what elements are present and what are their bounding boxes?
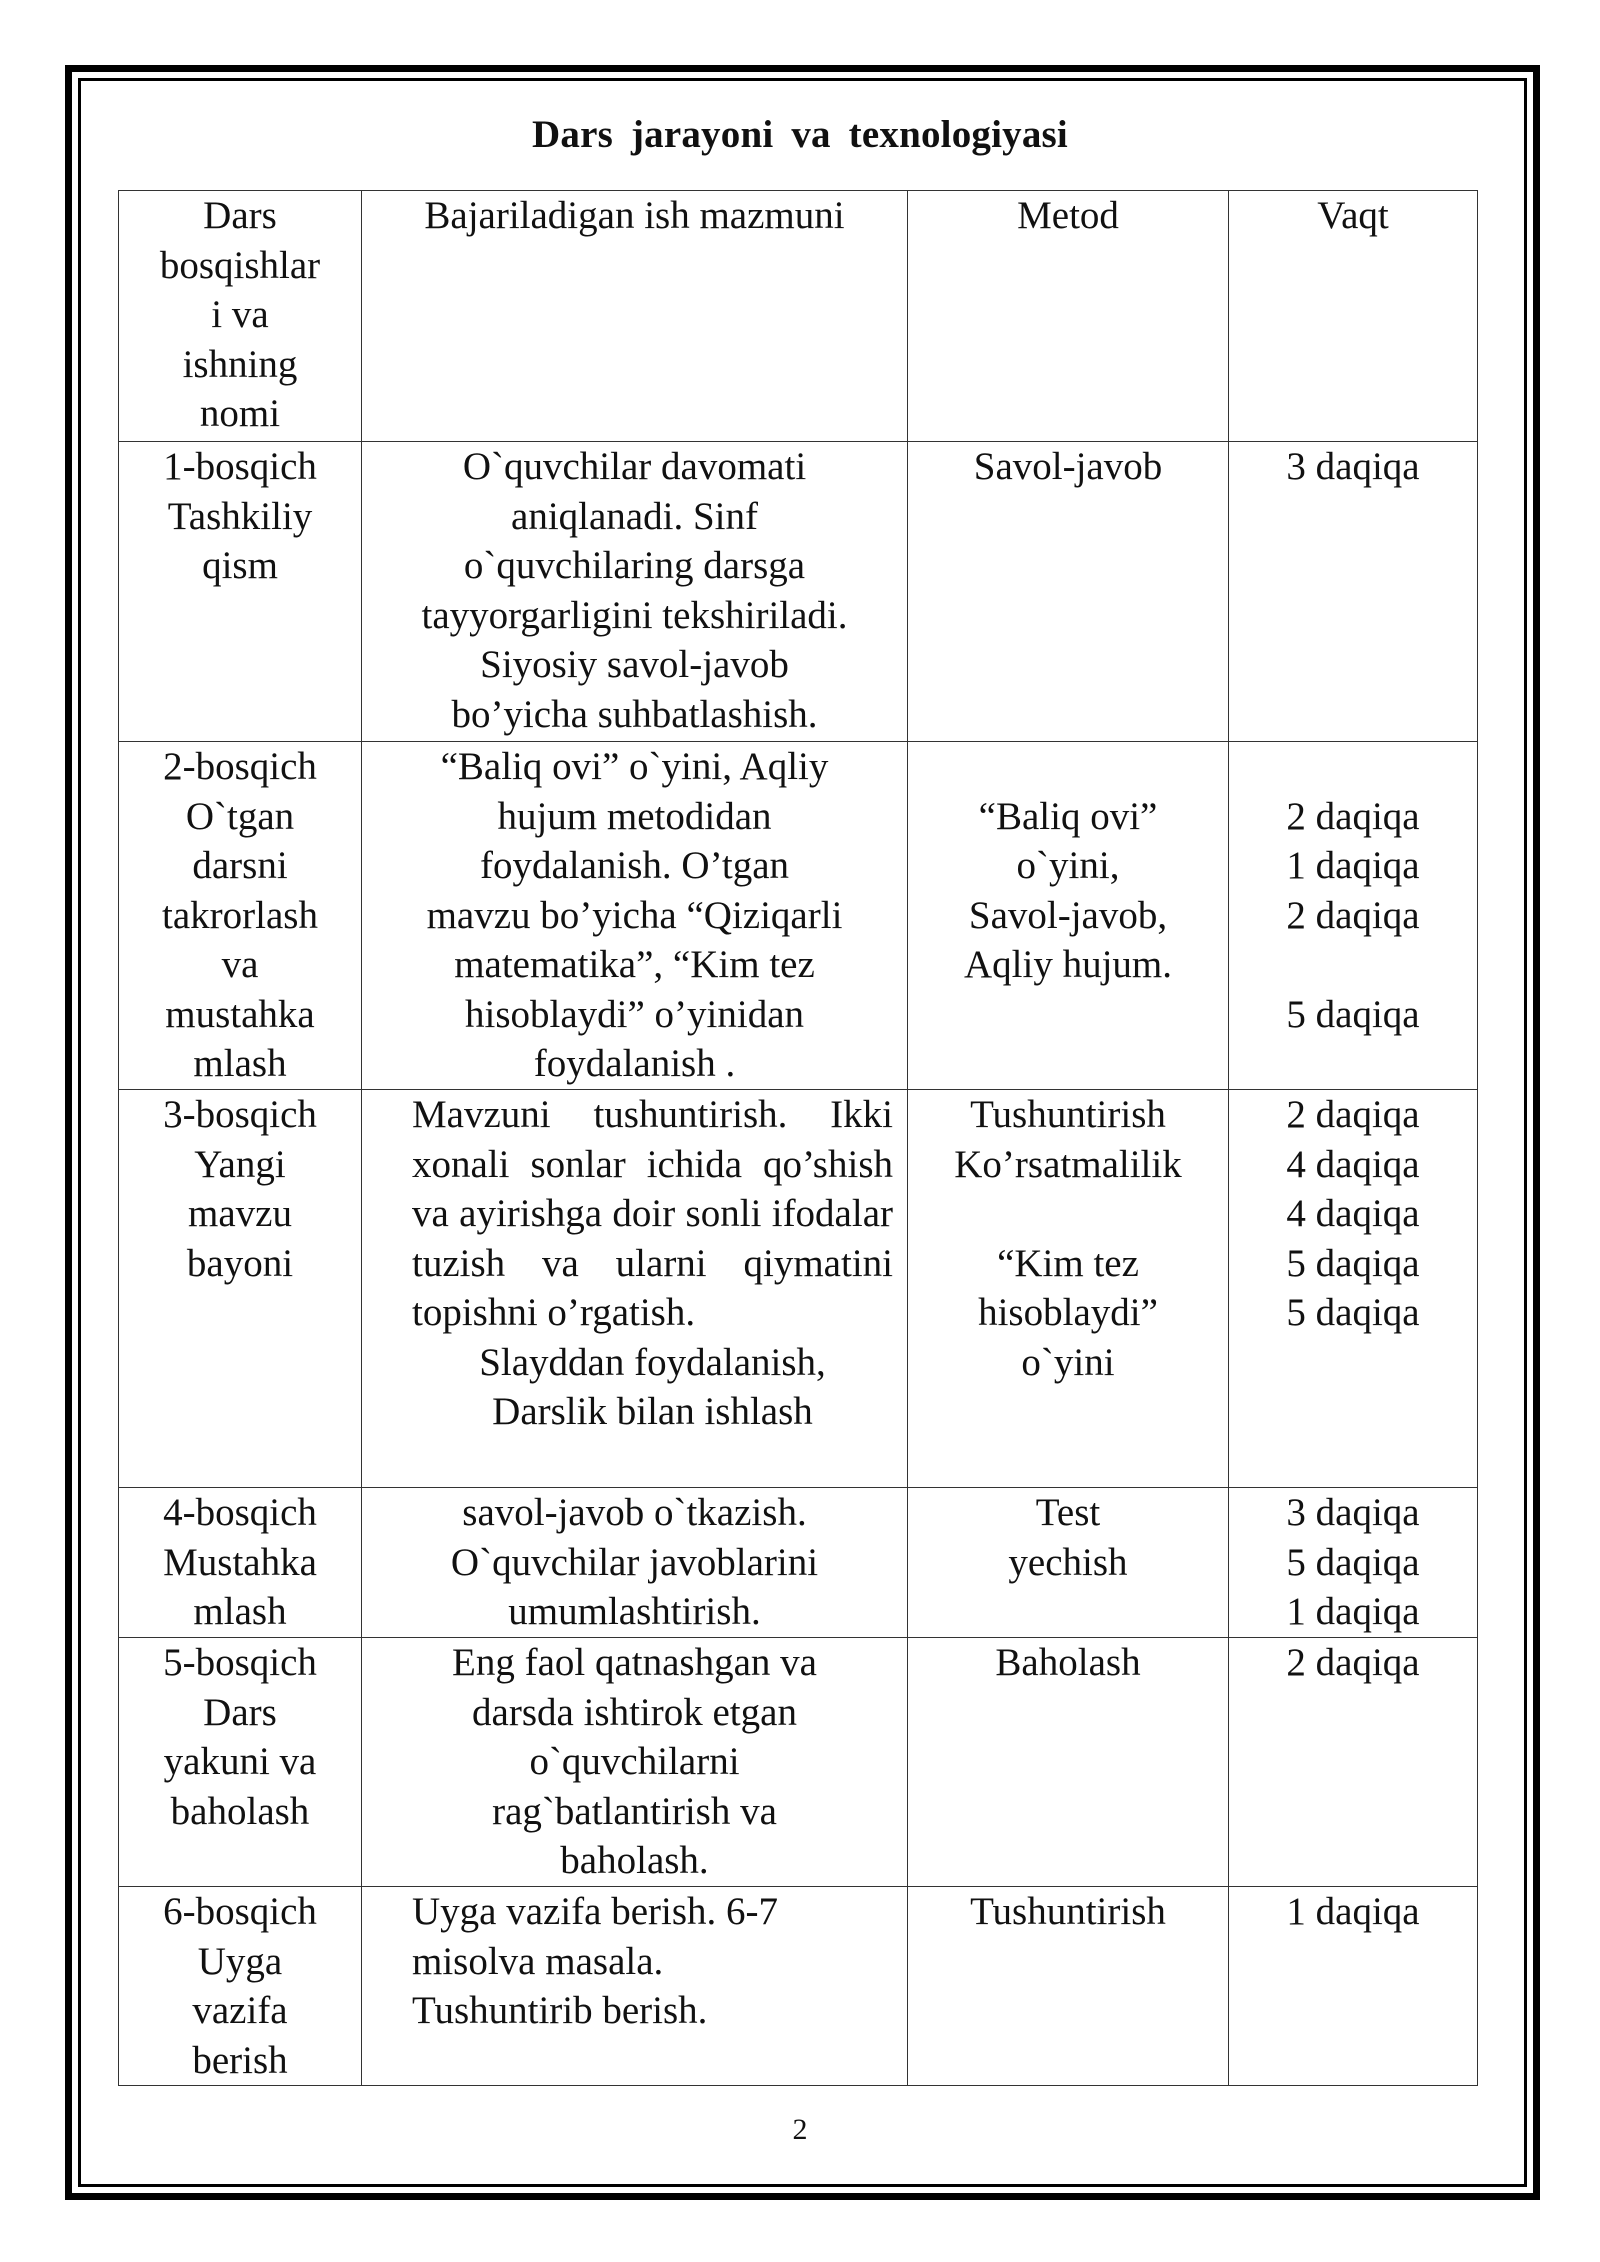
method-cell: Test yechish — [908, 1488, 1229, 1638]
stage-cell: 2-bosqich O`tgan darsni takrorlash va mustahka mlash — [119, 742, 362, 1090]
table-row — [119, 1887, 1478, 2086]
header-content: Bajariladigan ish mazmuni — [362, 191, 908, 442]
content-cell: Eng faol qatnashgan va darsda ishtirok etgan o`quvchilarni rag`batlantirish va baholash. — [362, 1638, 908, 1887]
header-method: Metod — [908, 191, 1229, 442]
method-cell: Tushuntirish — [908, 1887, 1229, 2086]
table-row — [119, 1090, 1478, 1488]
header-time: Vaqt — [1229, 191, 1478, 442]
stage-cell: 4-bosqich Mustahka mlash — [119, 1488, 362, 1638]
stage-cell: 1-bosqich Tashkiliy qism — [119, 442, 362, 742]
time-cell: 1 daqiqa — [1229, 1887, 1478, 2086]
header-stage: Dars bosqishlar i va ishning nomi — [119, 191, 362, 442]
table-row — [119, 742, 1478, 1090]
method-cell: Tushuntirish Ko’rsatmalilik “Kim tez hisoblaydi” o`yini — [908, 1090, 1229, 1488]
content-cell: Mavzuni tushuntirish. Ikki xonali sonlar ichida qo’shish va ayirishga doir sonli ifodalar tuzish va ularni qiymatini topishni o’rgatish. Slayddan foydalanish, Darslik bilan ishlash — [362, 1090, 908, 1488]
time-cell: 2 daqiqa 4 daqiqa 4 daqiqa 5 daqiqa 5 daqiqa — [1229, 1090, 1478, 1488]
table-header-row — [119, 191, 1478, 442]
time-cell: 3 daqiqa 5 daqiqa 1 daqiqa — [1229, 1488, 1478, 1638]
time-cell: 2 daqiqa 1 daqiqa 2 daqiqa 5 daqiqa — [1229, 742, 1478, 1090]
content-cell: O`quvchilar davomati aniqlanadi. Sinf o`quvchilaring darsga tayyorgarligini tekshiriladi. Siyosiy savol-javob bo’yicha suhbatlashish. — [362, 442, 908, 742]
stage-cell: 3-bosqich Yangi mavzu bayoni — [119, 1090, 362, 1488]
content-cell: Uyga vazifa berish. 6-7 misolva masala. Tushuntirib berish. — [362, 1887, 908, 2086]
method-cell: Savol-javob — [908, 442, 1229, 742]
time-cell: 2 daqiqa — [1229, 1638, 1478, 1887]
content-cell: “Baliq ovi” o`yini, Aqliy hujum metodidan foydalanish. O’tgan mavzu bo’yicha “Qiziqarli matematika”, “Kim tez hisoblaydi” o’yinidan foydalanish . — [362, 742, 908, 1090]
page-number: 2 — [792, 2113, 808, 2146]
stage-cell: 5-bosqich Dars yakuni va baholash — [119, 1638, 362, 1887]
table-row — [119, 442, 1478, 742]
time-cell: 3 daqiqa — [1229, 442, 1478, 742]
method-cell: “Baliq ovi” o`yini, Savol-javob, Aqliy hujum. — [908, 742, 1229, 1090]
lesson-table — [118, 190, 1478, 2086]
page-title: Dars jarayoni va texnologiyasi — [532, 113, 1068, 156]
stage-cell: 6-bosqich Uyga vazifa berish — [119, 1887, 362, 2086]
content-cell: savol-javob o`tkazish. O`quvchilar javoblarini umumlashtirish. — [362, 1488, 908, 1638]
method-cell: Baholash — [908, 1638, 1229, 1887]
table-row — [119, 1488, 1478, 1638]
table-row — [119, 1638, 1478, 1887]
